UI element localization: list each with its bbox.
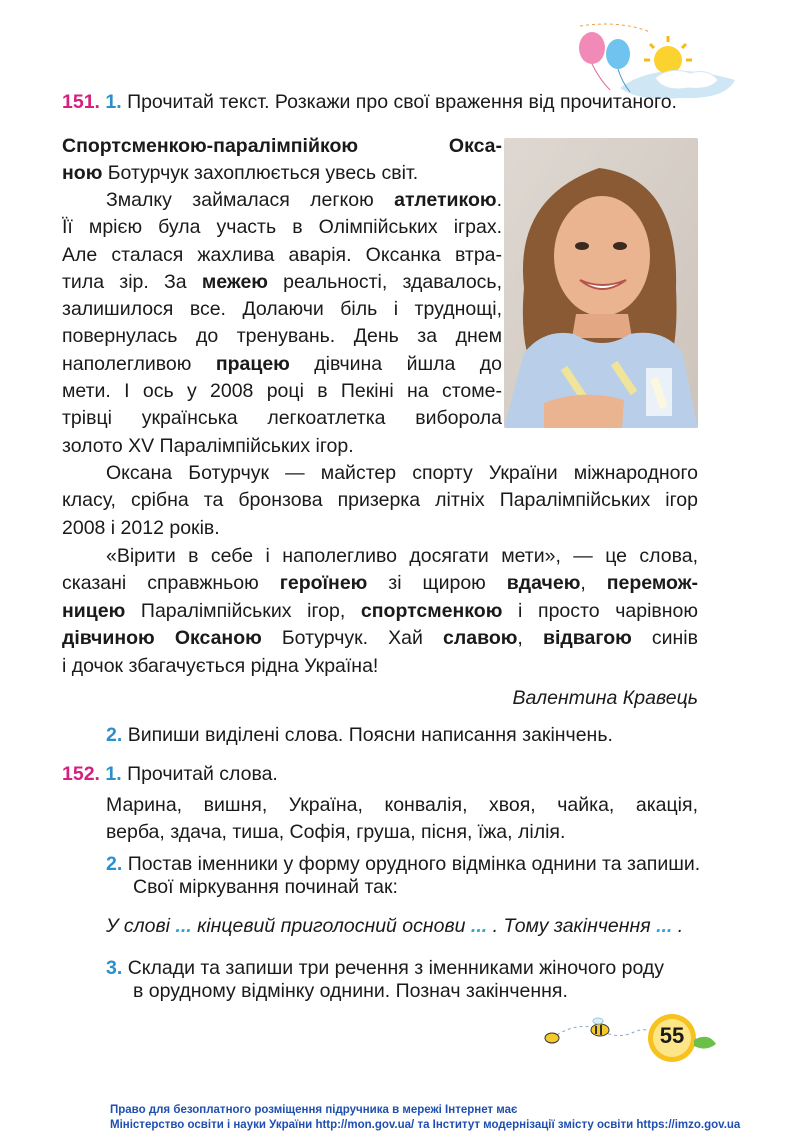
- page-number-badge: [538, 1010, 728, 1070]
- exercise-number: 151.: [62, 91, 100, 113]
- blank-dots: ...: [175, 915, 192, 937]
- step-number: 2.: [106, 853, 123, 875]
- bold-word: перемож-: [606, 572, 699, 595]
- text: реальності, здавалось,: [267, 270, 502, 293]
- text: Паралімпійських ігор,: [125, 599, 361, 622]
- exercise-152-task-3: [106, 957, 664, 1003]
- bold-word: працею: [215, 352, 290, 375]
- text-line: 2008 і 2012 років.: [62, 516, 220, 539]
- bold-word: спортсменкою: [360, 599, 503, 622]
- author-signature: Валентина Кравець: [512, 687, 698, 709]
- text-line: Її мрією була участь в Олімпійських іграх.: [62, 216, 502, 239]
- text-line: Марина, вишня, Україна, конвалія, хвоя, чайка, акація,: [106, 794, 698, 816]
- exercise-152-task-1: [62, 762, 278, 787]
- paragraph-3: [62, 460, 698, 542]
- bold-word: героїнею: [279, 572, 368, 595]
- step-number: 3.: [106, 957, 123, 979]
- bold-word: Спортсменкою-паралімпійкою Окса-: [62, 135, 502, 157]
- exercise-number: 152.: [62, 763, 100, 785]
- task-text: Прочитай текст. Розкажи про свої враження від прочитаного.: [127, 91, 677, 113]
- task-text: Склади та запиши три речення з іменниками жіночого роду: [127, 957, 665, 979]
- exercise-151-task-2: [106, 723, 613, 748]
- text: синів: [631, 627, 698, 650]
- text-line: верба, здача, тиша, Софія, груша, пісня, їжа, лілія.: [106, 821, 566, 844]
- paragraph-2: [62, 187, 502, 460]
- bold-word: межею: [201, 270, 268, 293]
- bold-word: атлетикою: [394, 189, 497, 211]
- task-text: Постав іменники у форму орудного відмінка однини та запиши.: [127, 853, 701, 875]
- bold-word: ною: [62, 162, 103, 185]
- blank-dots: ...: [470, 915, 488, 937]
- step-number: 1.: [105, 91, 122, 113]
- task-text: Випиши виділені слова. Поясни написання закінчень.: [127, 724, 613, 746]
- text: .: [496, 189, 502, 211]
- text: Ботурчук. Хай: [261, 627, 444, 650]
- task-text: Прочитай слова.: [127, 763, 278, 785]
- text-line: класу, срібна та бронзова призерка літніх Паралімпійських ігор: [62, 489, 698, 512]
- step-number: 2.: [106, 724, 123, 746]
- text: наполегливою: [62, 352, 216, 375]
- answer-template: [106, 914, 683, 939]
- text-line: Але сталася жахлива аварія. Оксанка втра-: [62, 243, 502, 266]
- footer-notice: [110, 1103, 740, 1133]
- text-line: і дочок збагачується рідна Україна!: [62, 654, 379, 677]
- text-line: «Вірити в себе і наполегливо досягати мети», — це слова,: [106, 545, 698, 567]
- bees-sunflower-icon: [538, 1010, 728, 1070]
- text: дівчина йшла до: [289, 352, 502, 375]
- step-number: 1.: [105, 763, 122, 785]
- exercise-152-task-2: [106, 853, 700, 899]
- text: . Тому закінчення: [487, 915, 657, 937]
- athlete-photo: [504, 138, 698, 428]
- word-list: [106, 792, 698, 847]
- text: Ботурчук захоплюється увесь світ.: [102, 162, 419, 185]
- bold-word: відвагою: [542, 627, 632, 650]
- text: зі щирою: [367, 572, 507, 595]
- text: тила зір. За: [62, 270, 202, 293]
- text: .: [672, 915, 684, 937]
- text-line: мети. І ось у 2008 році в Пекіні на стоме-: [62, 380, 502, 403]
- task-text: Свої міркування починай так:: [133, 876, 398, 898]
- bold-word: славою: [443, 627, 518, 650]
- text: сказані справжньою: [62, 572, 280, 595]
- text: У слові: [106, 915, 176, 937]
- footer-line: Право для безоплатного розміщення підручника в мережі Інтернет має: [110, 1104, 518, 1116]
- page-number: 55: [659, 1023, 685, 1048]
- text-line: трівці українська легкоатлетка виборола: [62, 407, 502, 430]
- paragraph-4: [62, 543, 698, 680]
- footer-line: Міністерство освіти і науки України http://mon.gov.ua/ та Інститут модернізації змісту освіти https://imzo.gov.ua: [110, 1119, 741, 1131]
- text-line: Оксана Ботурчук — майстер спорту України міжнародного: [106, 462, 698, 484]
- text: кінцевий приголосний основи: [191, 915, 471, 937]
- text: ,: [580, 572, 607, 595]
- bold-word: ницею: [62, 599, 126, 622]
- bold-word: дівчиною Оксаною: [62, 627, 262, 650]
- text: Змалку займалася легкою: [106, 189, 395, 211]
- text: ,: [517, 627, 543, 650]
- exercise-151-task-1: [62, 90, 677, 115]
- text-line: залишилося все. Долаючи біль і труднощі,: [62, 298, 502, 321]
- text: і просто чарівною: [502, 599, 698, 622]
- text-line: повернулась до тренувань. День за днем: [62, 325, 502, 348]
- task-text: в орудному відмінку однини. Познач закінчення.: [133, 980, 568, 1002]
- paragraph-1: [62, 133, 502, 188]
- text-line: золото XV Паралімпійських ігор.: [62, 434, 354, 457]
- blank-dots: ...: [656, 915, 673, 937]
- bold-word: вдачею: [506, 572, 581, 595]
